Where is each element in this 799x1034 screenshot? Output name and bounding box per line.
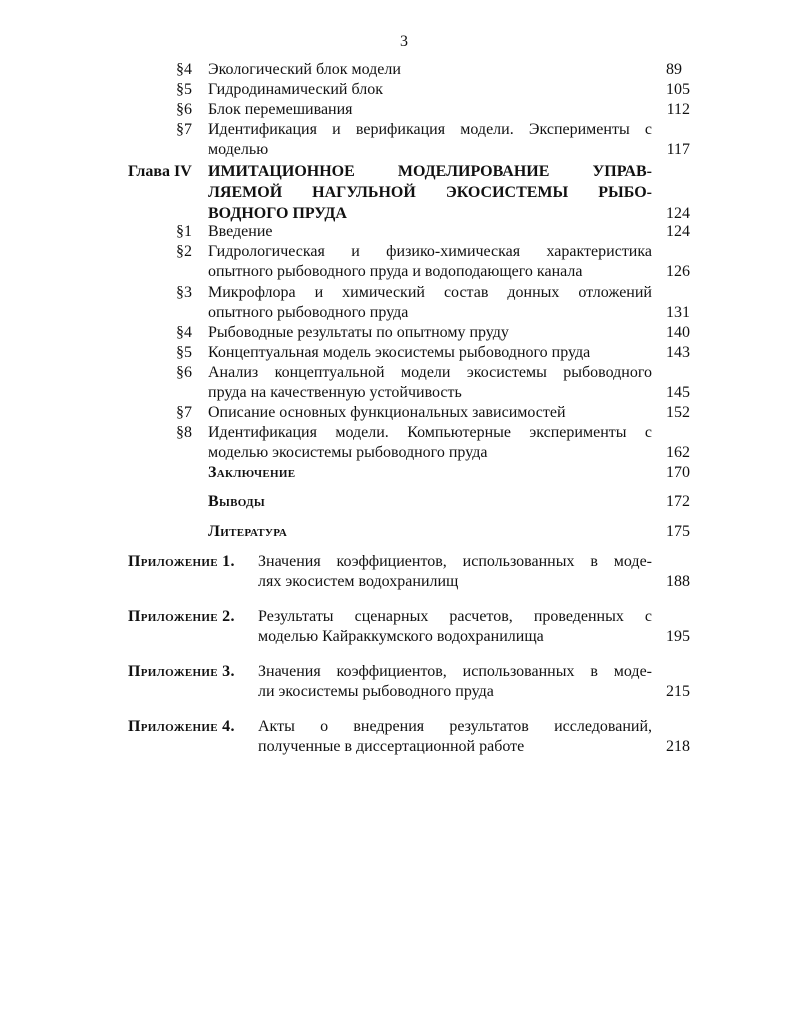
section-page: 145	[666, 384, 690, 401]
appendix-page: 218	[666, 738, 690, 755]
section-number: §4	[176, 324, 192, 341]
section-title: Введение	[208, 223, 273, 240]
section-title-line1: Гидрологическая и физико-химическая характеристика	[208, 243, 652, 260]
section-number: §2	[176, 243, 192, 260]
section-page: 126	[666, 263, 690, 280]
section-number: §6	[176, 101, 192, 118]
section-title: Блок перемешивания	[208, 101, 353, 118]
chapter-label: Глава IV	[128, 163, 192, 180]
section-title-line1: Идентификация и верификация модели. Эксперименты с	[208, 121, 652, 138]
section-page: 162	[666, 444, 690, 461]
section-title-line2: пруда на качественную устойчивость	[208, 384, 462, 401]
section-number: §1	[176, 223, 192, 240]
chapter-title-line1: ИМИТАЦИОННОЕ МОДЕЛИРОВАНИЕ УПРАВ-	[208, 163, 652, 180]
section-title-line2: опытного рыбоводного пруда	[208, 304, 409, 321]
section-page: 131	[666, 304, 690, 321]
conclusion-page: 170	[666, 464, 690, 481]
section-page: 140	[666, 324, 690, 341]
appendix-label: Приложение 4.	[128, 718, 235, 735]
appendix-title-line1: Акты о внедрения результатов исследований,	[258, 718, 652, 735]
section-number: §8	[176, 424, 192, 441]
appendix-title-line1: Значения коэффициентов, использованных в моде-	[258, 663, 652, 680]
section-page: 117	[666, 141, 690, 158]
section-title: Концептуальная модель экосистемы рыбоводного пруда	[208, 344, 591, 361]
section-page: 89	[666, 61, 682, 78]
appendix-label: Приложение 3.	[128, 663, 235, 680]
appendix-title-line2: полученные в диссертационной работе	[258, 738, 525, 755]
appendix-page: 188	[666, 573, 690, 590]
appendix-page: 195	[666, 628, 690, 645]
section-title-line2: опытного рыбоводного пруда и водоподающего канала	[208, 263, 583, 280]
literature-page: 175	[666, 523, 690, 540]
section-title: Рыбоводные результаты по опытному пруду	[208, 324, 509, 341]
section-title-line1: Микрофлора и химический состав донных отложений	[208, 284, 652, 301]
section-number: §7	[176, 404, 192, 421]
section-number: §5	[176, 344, 192, 361]
appendix-label: Приложение 1.	[128, 553, 235, 570]
section-title-line2: моделью экосистемы рыбоводного пруда	[208, 444, 488, 461]
section-number: §6	[176, 364, 192, 381]
appendix-label: Приложение 2.	[128, 608, 235, 625]
section-page: 143	[666, 344, 690, 361]
chapter-page: 124	[666, 205, 690, 222]
section-number: §5	[176, 81, 192, 98]
section-number: §7	[176, 121, 192, 138]
section-title: Экологический блок модели	[208, 61, 401, 78]
section-page: 152	[666, 404, 690, 421]
conclusion-label: Заключение	[208, 464, 296, 481]
literature-label: Литература	[208, 523, 288, 540]
section-number: §4	[176, 61, 192, 78]
appendix-title-line1: Результаты сценарных расчетов, проведенных с	[258, 608, 652, 625]
appendix-title-line2: лях экосистем водохранилищ	[258, 573, 459, 590]
section-number: §3	[176, 284, 192, 301]
findings-label: Выводы	[208, 493, 265, 510]
section-page: 105	[666, 81, 690, 98]
section-title: Описание основных функциональных зависимостей	[208, 404, 566, 421]
section-page: 124	[666, 223, 690, 240]
findings-page: 172	[666, 493, 690, 510]
appendix-title-line2: ли экосистемы рыбоводного пруда	[258, 683, 494, 700]
section-title-line1: Анализ концептуальной модели экосистемы рыбоводного	[208, 364, 652, 381]
section-title-line2: моделью	[208, 141, 269, 158]
chapter-title-line3: ВОДНОГО ПРУДА	[208, 205, 347, 222]
page-number: 3	[400, 33, 408, 50]
section-title-line1: Идентификация модели. Компьютерные эксперименты с	[208, 424, 652, 441]
appendix-title-line1: Значения коэффициентов, использованных в моде-	[258, 553, 652, 570]
section-title: Гидродинамический блок	[208, 81, 383, 98]
chapter-title-line2: ЛЯЕМОЙ НАГУЛЬНОЙ ЭКОСИСТЕМЫ РЫБО-	[208, 184, 652, 201]
section-page: 112	[666, 101, 690, 118]
appendix-title-line2: моделью Кайраккумского водохранилища	[258, 628, 544, 645]
appendix-page: 215	[666, 683, 690, 700]
